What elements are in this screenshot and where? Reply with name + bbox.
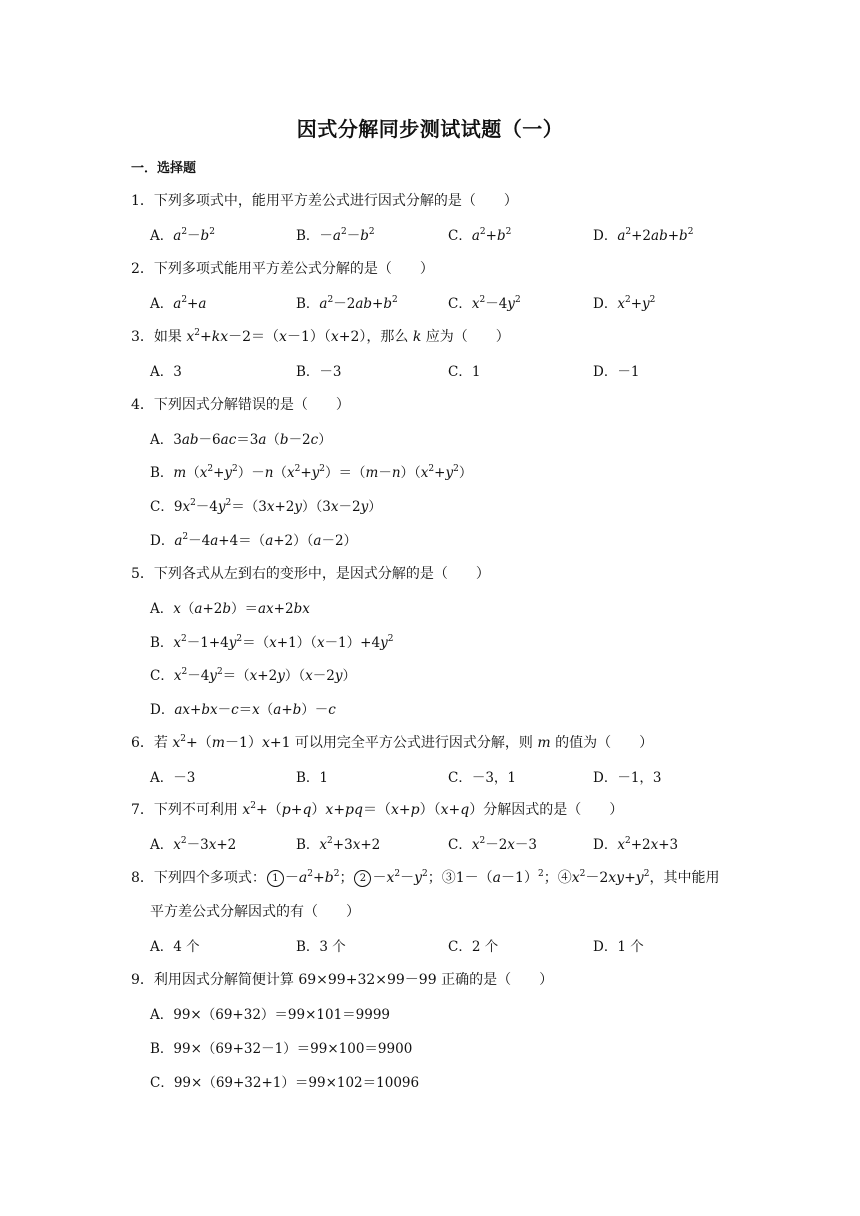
q3-option-d[interactable]: D．－1 xyxy=(593,364,640,380)
q5-option-a[interactable]: A．x（a+2b）＝ax+2bx xyxy=(150,601,310,617)
q1-option-b[interactable]: B．$-a^2-b^2$ xyxy=(296,227,375,244)
q2-option-a[interactable]: A．$a^2+a$ xyxy=(150,295,207,312)
q2-option-d[interactable]: D．$x^2+y^2$ xyxy=(593,295,656,312)
q6-option-b[interactable]: B．1 xyxy=(296,770,329,786)
question-4: 4．下列因式分解错误的是（ ） xyxy=(131,397,350,413)
q3-option-b[interactable]: B．－3 xyxy=(296,364,342,380)
q8-option-a[interactable]: A．4 个 xyxy=(150,939,200,955)
q5-option-b[interactable]: B．$x^2-1+4y^2=(x+1)(x-1)+4y^2$ xyxy=(150,634,394,651)
question-8-line-1: 8．下列四个多项式： $1 -a^2+b^2$； $2 -x^2-y^2$；$③1-(a-1)^2$；$④x^2-2xy+y^2$，其中能用 xyxy=(131,869,720,886)
circled-number-2: 2 xyxy=(354,870,371,887)
question-7: 7．下列不可利用 $x^2+(p+q)x+pq=(x+p)(x+q)$分解因式的是（ ） xyxy=(131,801,624,818)
q2-option-c[interactable]: C．$x^2-4y^2$ xyxy=(448,295,521,312)
q3-option-a[interactable]: A．3 xyxy=(150,364,182,380)
q4-option-c[interactable]: C．$9x^2-4y^2=(3x+2y)(3x-2y)$ xyxy=(150,498,382,515)
q9-option-a[interactable]: A．99×（69+32）＝99×101＝9999 xyxy=(150,1007,391,1023)
q6-option-a[interactable]: A．－3 xyxy=(150,770,196,786)
question-2: 2．下列多项式能用平方差公式分解的是（ ） xyxy=(131,261,434,277)
q1-option-a[interactable]: A．$a^2-b^2$ xyxy=(150,227,215,244)
q9-option-c[interactable]: C．99×（69+32+1）＝99×102＝10096 xyxy=(150,1075,420,1091)
question-1: 1．下列多项式中，能用平方差公式进行因式分解的是（ ） xyxy=(131,193,518,209)
q2-option-b[interactable]: B．$a^2-2ab+b^2$ xyxy=(296,295,398,312)
q4-option-a[interactable]: A．3ab－6ac＝3a（b－2c） xyxy=(150,432,332,448)
question-8-line-2: 平方差公式分解因式的有（ ） xyxy=(150,904,360,920)
section-heading: 一．选择题 xyxy=(131,161,197,176)
question-5: 5．下列各式从左到右的变形中，是因式分解的是（ ） xyxy=(131,566,490,582)
q6-option-d[interactable]: D．－1，3 xyxy=(593,770,662,786)
q1-option-d[interactable]: D．$a^2+2ab+b^2$ xyxy=(593,227,694,244)
question-9: 9．利用因式分解简便计算 69×99+32×99－99 正确的是（ ） xyxy=(131,972,554,988)
q4-option-b[interactable]: B．$m(x^2+y^2)-n(x^2+y^2)=(m-n)(x^2+y^2)$ xyxy=(150,464,473,481)
question-3: 3．如果 $x^2+kx-2=(x-1)(x+2)$，那么 k 应为（ ） xyxy=(131,328,510,345)
q4-option-d[interactable]: D．$a^2-4a+4=(a+2)(a-2)$ xyxy=(150,532,358,549)
q7-option-b[interactable]: B．$x^2+3x+2$ xyxy=(296,836,381,853)
q3-option-c[interactable]: C．1 xyxy=(448,364,481,380)
circled-number-1: 1 xyxy=(267,870,284,887)
q5-option-c[interactable]: C．$x^2-4y^2=(x+2y)(x-2y)$ xyxy=(150,667,356,684)
question-6: 6．若 $x^2+(m-1)x+1$ 可以用完全平方公式进行因式分解，则 m 的值为（ ） xyxy=(131,734,654,751)
q6-option-c[interactable]: C．－3，1 xyxy=(448,770,517,786)
q7-option-c[interactable]: C．$x^2-2x-3$ xyxy=(448,836,538,853)
q8-option-c[interactable]: C．2 个 xyxy=(448,939,499,955)
q7-option-a[interactable]: A．$x^2-3x+2$ xyxy=(150,836,237,853)
q8-option-b[interactable]: B．3 个 xyxy=(296,939,346,955)
q8-option-d[interactable]: D．1 个 xyxy=(593,939,644,955)
page-title: 因式分解同步测试试题（一） xyxy=(296,117,564,141)
q9-option-b[interactable]: B．99×（69+32－1）＝99×100＝9900 xyxy=(150,1041,413,1057)
q1-option-c[interactable]: C．$a^2+b^2$ xyxy=(448,227,512,244)
q7-option-d[interactable]: D．$x^2+2x+3$ xyxy=(593,836,679,853)
q5-option-d[interactable]: D．ax+bx－c＝x（a+b）－c xyxy=(150,702,336,718)
